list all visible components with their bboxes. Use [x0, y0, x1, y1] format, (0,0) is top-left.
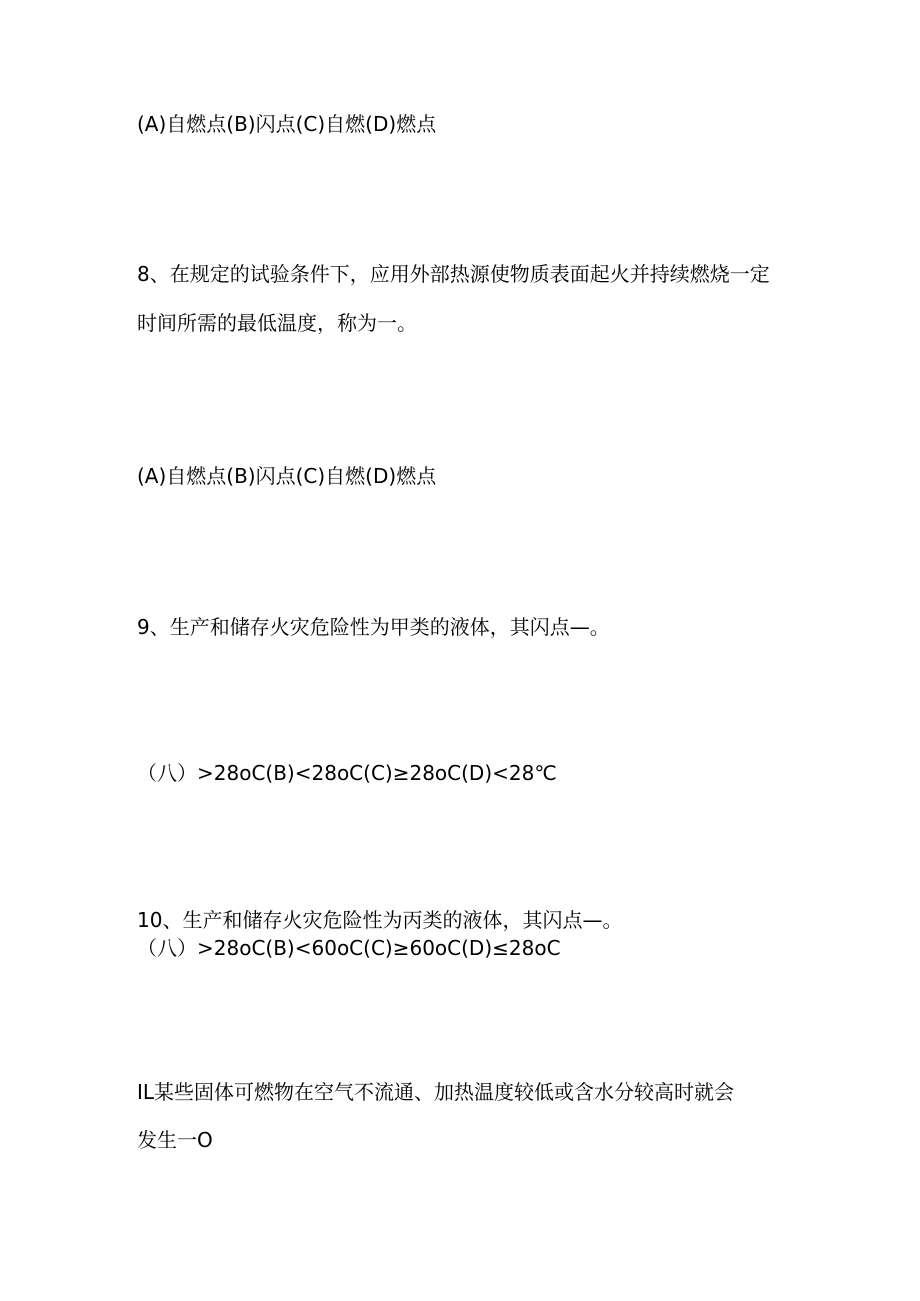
q11-question-line-1: IL某些固体可燃物在空气不流通、加热温度较低或含水分较高时就会	[137, 1080, 735, 1104]
q8-question-line-1: 8、在规定的试验条件下，应用外部热源使物质表面起火并持续燃烧一定	[137, 262, 770, 286]
q8-options: (A)自燃点(B)闪点(C)自燃(D)燃点	[137, 464, 437, 488]
q9-options: （八）>28oC(B)<28oC(C)≥28oC(D)<28℃	[137, 761, 557, 785]
q10-options: （八）>28oC(B)<60oC(C)≥60oC(D)≤28oC	[137, 936, 561, 960]
q11-question-line-2: 发生一O	[137, 1128, 213, 1152]
q8-question-line-2: 时间所需的最低温度，称为一。	[137, 311, 417, 335]
q7-options: (A)自燃点(B)闪点(C)自燃(D)燃点	[137, 112, 437, 136]
q10-question: 10、生产和储存火灾危险性为丙类的液体，其闪点—。	[137, 908, 623, 932]
q9-question: 9、生产和储存火灾危险性为甲类的液体，其闪点—。	[137, 615, 610, 639]
